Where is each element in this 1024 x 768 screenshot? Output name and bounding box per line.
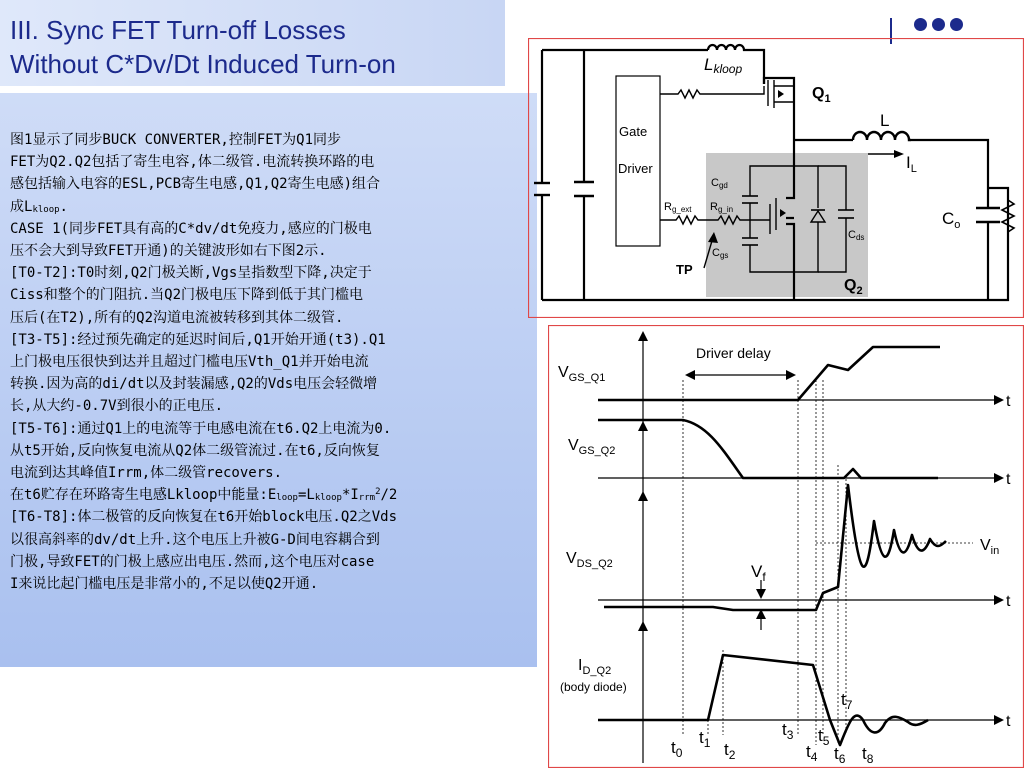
co-label: $C_o$ <box>942 209 961 231</box>
vertical-axis-arrow <box>638 491 648 501</box>
idq2-t-label: t <box>1006 713 1011 730</box>
output-inductor <box>853 132 911 140</box>
idq2-axis-arrow <box>994 715 1004 725</box>
t7-label: $t_7$ <box>841 690 853 712</box>
vdsq2-axis-arrow <box>994 595 1004 605</box>
body-line: 压后(在T2),所有的Q2沟道电流被转移到其体二级管. <box>10 309 344 326</box>
vin-label: $V_{in}$ <box>980 537 1000 557</box>
vdsq2-label: $V_{DS\_Q2}$ <box>566 550 613 570</box>
vertical-axis-arrow <box>638 621 648 631</box>
top-rail-right <box>746 50 764 84</box>
t2-label: $t_2$ <box>724 740 736 762</box>
vgsq1-axis-arrow <box>994 395 1004 405</box>
cgd-label: Cgd <box>711 177 728 190</box>
body-line: 上门极电压很快到达并且超过门槛电压Vth_Q1并开始电流 <box>10 354 369 371</box>
q1-ds <box>774 86 794 108</box>
body-line-part: =L <box>297 487 315 504</box>
t3-label: $t_3$ <box>782 720 794 742</box>
logo-dot-icon <box>950 18 963 31</box>
t4-label: $t_4$ <box>806 742 818 764</box>
logo-dot-icon <box>914 18 927 31</box>
body-diode-label: (body diode) <box>560 680 627 694</box>
body-line: 电流到达其峰值Irrm,体二级管recovers. <box>10 465 283 482</box>
il-arrowhead <box>894 150 904 158</box>
vgsq1-label: $V_{GS\_Q1}$ <box>558 364 606 384</box>
body-line-part: *I <box>341 487 359 504</box>
cds-label: Cds <box>848 229 865 242</box>
body-line: 门极,导致FET的门极上感应出电压.然而,这个电压对case <box>10 553 375 570</box>
body-line-part: 成L <box>10 198 33 215</box>
lkloop-label: Lkloop <box>704 55 743 76</box>
q1-body-arrow <box>778 90 784 98</box>
driver-delay-arrowhead <box>685 370 695 380</box>
vgsq2-label: $V_{GS\_Q2}$ <box>568 437 616 457</box>
inductor-label: L <box>880 111 890 130</box>
il-label: $I_L$ <box>906 153 917 175</box>
body-line-sub: rrm <box>358 493 376 504</box>
body-line: 长,从大约-0.7V到很小的正电压. <box>10 398 224 415</box>
t0-label: $t_0$ <box>671 738 683 760</box>
driver-label: Driver <box>618 161 653 176</box>
body-line: [T5-T6]:通过Q1上的电流等于电感电流在t6.Q2上电流为0. <box>10 420 392 437</box>
q1-gate-wire <box>660 86 764 98</box>
rgext-label: Rg_ext <box>664 201 692 214</box>
rgin-label: Rg_in <box>710 201 734 214</box>
circuit-diagram <box>528 38 1024 318</box>
vgsq2-axis-arrow <box>994 473 1004 483</box>
tp-label: TP <box>676 262 693 277</box>
body-line-sup: 2 <box>375 487 381 498</box>
text-panel <box>0 93 537 667</box>
body-line-part: /2 <box>380 487 398 504</box>
t5-label: $t_5$ <box>818 726 830 748</box>
waveform-diagram <box>548 325 1024 768</box>
body-line-sub: kloop <box>314 493 342 504</box>
body-line: Ciss和整个的门阻抗.当Q2门极电压下降到低于其门槛电 <box>10 287 363 304</box>
body-line-sub: loop <box>276 493 298 504</box>
body-line <box>10 484 525 506</box>
gate-label: Gate <box>619 124 648 139</box>
waveform-frame <box>549 326 1024 768</box>
vf-arrowhead <box>756 589 766 599</box>
vertical-axis-arrow <box>638 331 648 341</box>
body-line <box>10 196 525 218</box>
q1-label: $Q_1$ <box>812 85 831 105</box>
body-line: FET为Q2.Q2包括了寄生电容,体二级管.电流转换环路的电 <box>10 154 375 171</box>
body-text <box>10 129 525 595</box>
idq2-label: $I_{D\_Q2}$ <box>578 657 612 677</box>
body-line: I来说比起门槛电压是非常小的,不足以使Q2开通. <box>10 576 319 593</box>
body-line: 感包括输入电容的ESL,PCB寄生电感,Q1,Q2寄生电感)组合 <box>10 176 381 193</box>
body-line: [T0-T2]:T0时刻,Q2门极关断,Vgs呈指数型下降,决定于 <box>10 265 372 282</box>
body-line: [T3-T5]:经过预先确定的延迟时间后,Q1开始开通(t3).Q1 <box>10 331 386 348</box>
vgsq2-trace <box>598 420 938 478</box>
body-line: 以很高斜率的dv/dt上升.这个电压上升被G-D间电容耦合到 <box>10 531 380 548</box>
body-line: 压不会大到导致FET开通)的关键波形如右下图2示. <box>10 243 327 260</box>
vf-label: $V_f$ <box>751 562 766 584</box>
vdsq2-trace <box>604 485 946 610</box>
driver-delay-label: Driver delay <box>696 345 771 361</box>
vertical-axis-arrow <box>638 421 648 431</box>
slide-title-line1: III. Sync FET Turn-off Losses <box>10 15 346 45</box>
body-line: 图1显示了同步BUCK CONVERTER,控制FET为Q1同步 <box>10 132 342 148</box>
logo-dot-icon <box>932 18 945 31</box>
vgsq2-t-label: t <box>1006 471 1011 488</box>
idq2-trace <box>598 655 928 745</box>
body-line-part: . <box>59 198 68 215</box>
body-line-sub: kloop <box>32 204 60 215</box>
body-line: [T6-T8]:体二极管的反向恢复在t6开始block电压.Q2之Vds <box>10 509 398 526</box>
t1-label: $t_1$ <box>699 728 711 750</box>
body-line: 从t5开始,反向恢复电流从Q2体二级管流过.在t6,反向恢复 <box>10 442 380 459</box>
t6-label: $t_6$ <box>834 744 846 766</box>
vdsq2-t-label: t <box>1006 593 1011 610</box>
q2-label: $Q_2$ <box>844 277 863 297</box>
body-line-part: 在t6贮存在环路寄生电感Lkloop中能量:E <box>10 487 277 504</box>
lkloop-coil <box>708 45 746 50</box>
body-line: CASE 1(同步FET具有高的C*dv/dt免疫力,感应的门极电 <box>10 220 372 237</box>
body-line: 转换.因为高的di/dt以及封装漏感,Q2的Vds电压会轻微增 <box>10 376 378 393</box>
cgs-label: Cgs <box>712 247 729 260</box>
driver-delay-arrowhead <box>786 370 796 380</box>
slide-title-line2: Without C*Dv/Dt Induced Turn-on <box>10 49 396 79</box>
title-box <box>0 0 505 86</box>
t8-label: $t_8$ <box>862 744 874 766</box>
vgsq1-t-label: t <box>1006 393 1011 410</box>
